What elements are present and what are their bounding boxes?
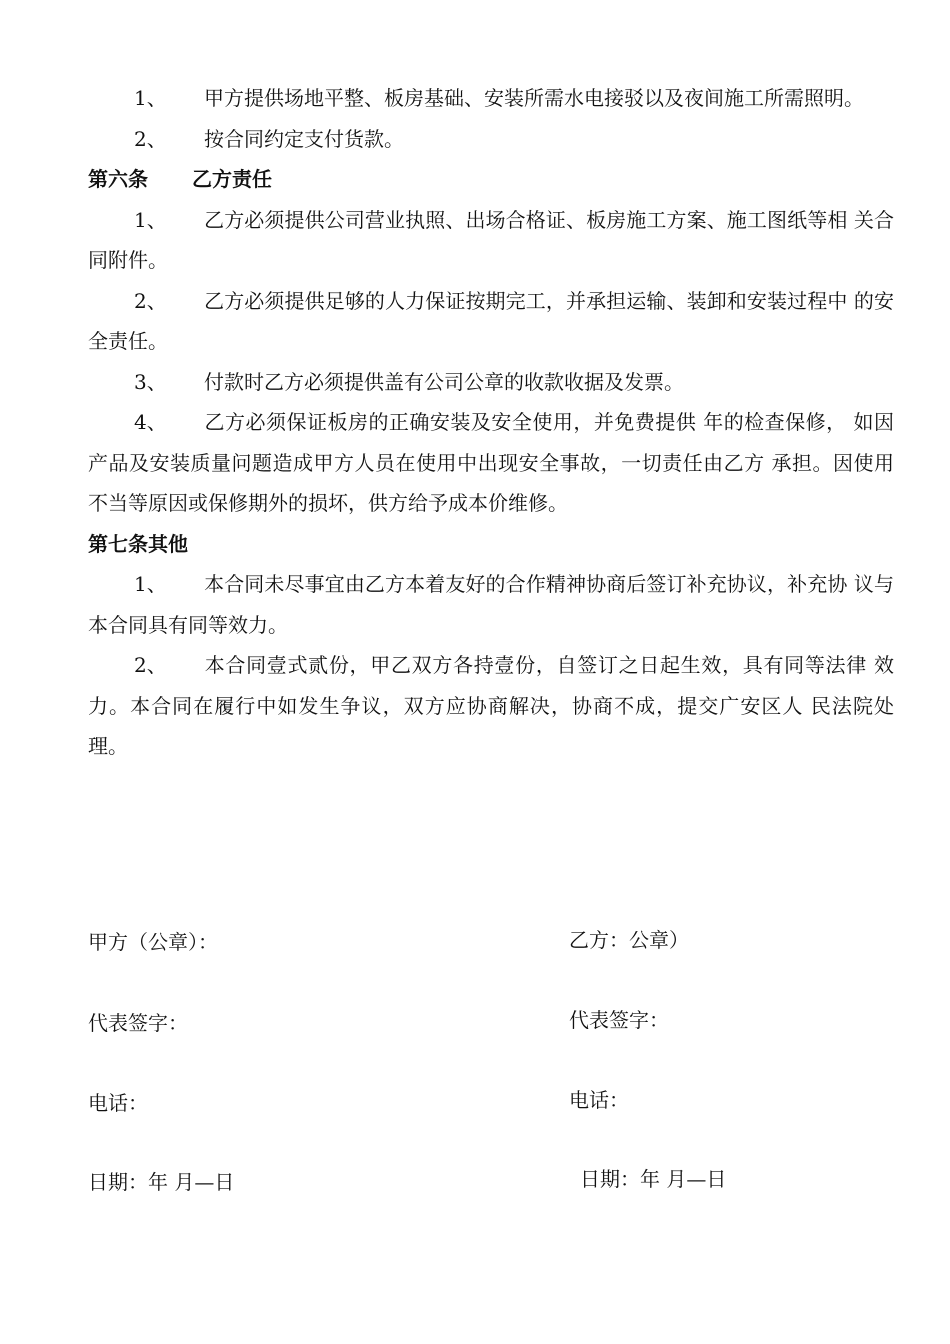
item-text: 甲方提供场地平整、板房基础、安装所需水电接驳以及夜间施工所需照明。 (204, 86, 864, 110)
item-number: 3、 (134, 369, 167, 394)
section6-item-3 (88, 362, 894, 403)
section6-item-2 (88, 281, 894, 362)
party-a-rep-label: 代表签字： (88, 1011, 188, 1035)
item-text: 付款时乙方必须提供盖有公司公章的收款收据及发票。 (204, 369, 684, 394)
item-number: 1、 (134, 572, 167, 596)
item-number: 1、 (134, 86, 167, 110)
item-text: 本合同壹式贰份，甲乙双方各持壹份，自签订之日起生效，具有同等法律 效力。本合同在履行中如发生争议，双方应协商解决，协商不成，提交广安区人 民法院处理。 (88, 653, 894, 758)
item-text: 按合同约定支付货款。 (204, 126, 404, 151)
item-number: 4、 (134, 410, 167, 434)
section7-heading: 第七条其他 (88, 531, 188, 556)
party-b-phone-label: 电话： (569, 1088, 629, 1112)
item-text: 乙方必须提供公司营业执照、出场合格证、板房施工方案、施工图纸等相 关合同附件。 (88, 207, 894, 272)
section6-heading-number: 第六条 (88, 167, 148, 191)
item-number: 1、 (134, 207, 167, 232)
section6-heading (88, 159, 894, 200)
item-text: 乙方必须保证板房的正确安装及安全使用，并免费提供 年的检查保修， 如因产品及安装质量问题造成甲方人员在使用中出现安全事故，一切责任由乙方 承担。因使用不当等原因或保修期外的损坏，供方给予成本价维修。 (88, 410, 894, 515)
item-number: 2、 (134, 653, 167, 677)
party-b-date-label: 日期：年 月—日 (580, 1167, 727, 1191)
item-text: 乙方必须提供足够的人力保证按期完工，并承担运输、装卸和安装过程中 的安全责任。 (88, 288, 894, 353)
item-number: 2、 (134, 126, 167, 151)
section5-item-1 (88, 78, 894, 119)
section6-item-4 (88, 402, 894, 524)
section6-item-1 (88, 200, 894, 281)
contract-body (88, 78, 894, 767)
party-b-rep-label: 代表签字： (569, 1008, 669, 1032)
item-text: 本合同未尽事宜由乙方本着友好的合作精神协商后签订补充协议，补充协 议与本合同具有同等效力。 (88, 572, 894, 637)
section7-item-1 (88, 564, 894, 645)
item-number: 2、 (134, 288, 167, 313)
section7-item-2 (88, 645, 894, 767)
party-a-phone-label: 电话： (88, 1091, 148, 1115)
section5-item-2 (88, 119, 894, 160)
party-b-seal-label: 乙方：公章） (569, 928, 689, 952)
party-a-date-label: 日期：年 月—日 (88, 1170, 235, 1194)
section6-heading-title: 乙方责任 (192, 167, 272, 191)
party-a-seal-label: 甲方（公章）： (88, 930, 218, 954)
